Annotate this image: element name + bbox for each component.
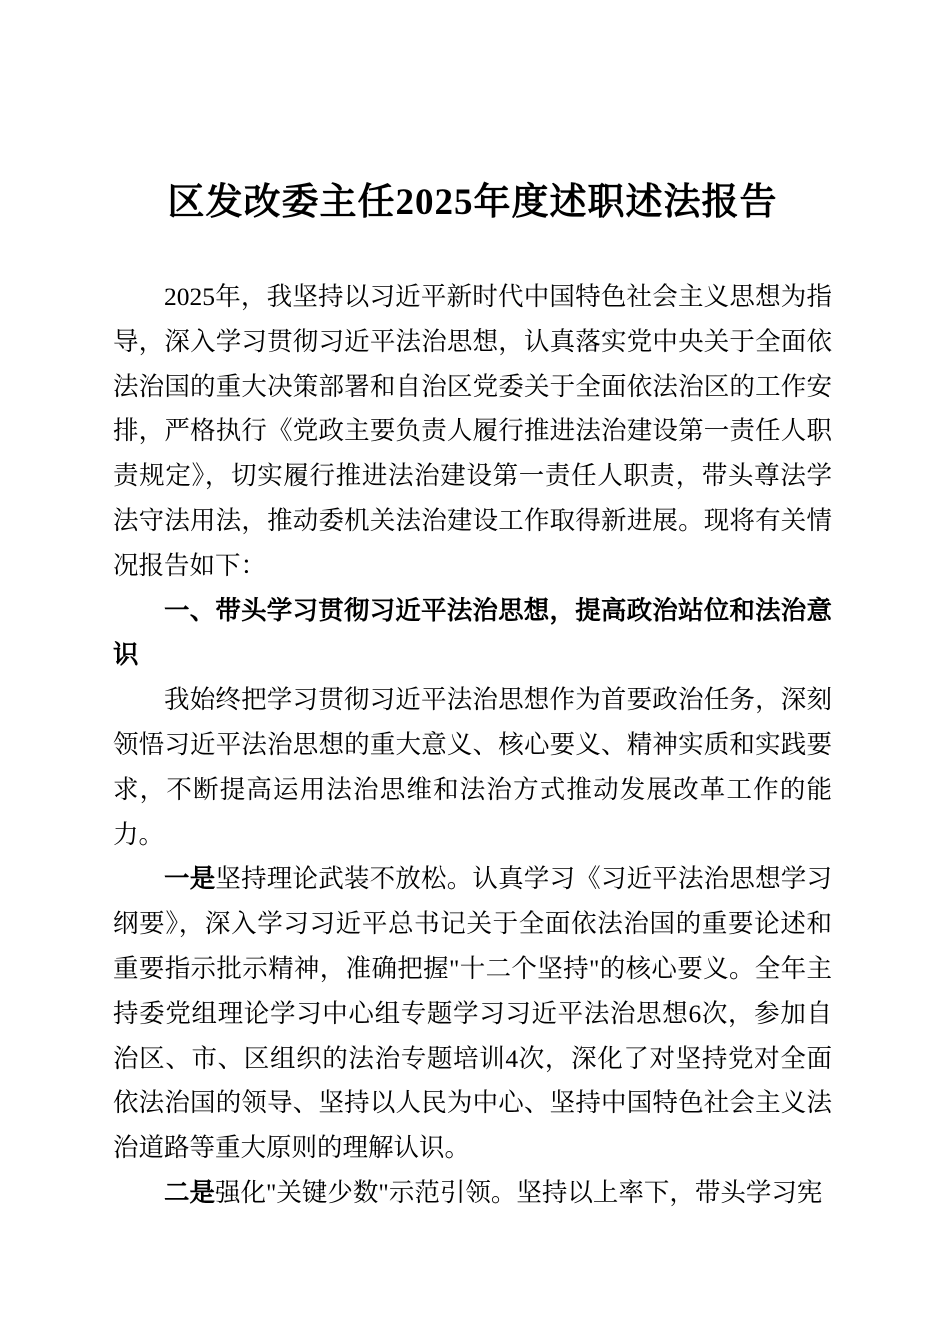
- paragraph-point-one: [113, 857, 832, 1171]
- point-two-lead: 二是: [164, 1177, 216, 1207]
- point-one-text: 坚持理论武装不放松。认真学习《习近平法治思想学习纲要》，深入学习习近平总书记关于全面依法治国的重要论述和重要指示批示精神，准确把握"十二个坚持"的核心要义。全年主持委党组理论学习中心组专题学习习近平法治思想6次，参加自治区、市、区组织的法治专题培训4次，深化了对坚持党对全面依法治国的领导、坚持以人民为中心、坚持中国特色社会主义法治道路等重大原则的理解认识。: [113, 864, 832, 1163]
- section-heading-1: 一、带头学习贯彻习近平法治思想，提高政治站位和法治意识: [113, 595, 832, 670]
- point-two-text: 强化"关键少数"示范引领。坚持以上率下，带头学习宪: [215, 1177, 823, 1207]
- paragraph-opening: 2025年，我坚持以习近平新时代中国特色社会主义思想为指导，深入学习贯彻习近平法治思想，认真落实党中央关于全面依法治国的重大决策部署和自治区党委关于全面依法治区的工作安排，严格执行《党政主要负责人履行推进法治建设第一责任人职责规定》，切实履行推进法治建设第一责任人职责，带头尊法学法守法用法，推动委机关法治建设工作取得新进展。现将有关情况报告如下：: [113, 282, 832, 580]
- paragraph-point-two: [113, 1171, 832, 1216]
- paragraph-thought-study: 我始终把学习贯彻习近平法治思想作为首要政治任务，深刻领悟习近平法治思想的重大意义、核心要义、精神实质和实践要求，不断提高运用法治思维和法治方式推动发展改革工作的能力。: [113, 685, 832, 849]
- document-title: 区发改委主任2025年度述职述法报告: [167, 182, 778, 223]
- point-one-lead: 一是: [164, 864, 216, 894]
